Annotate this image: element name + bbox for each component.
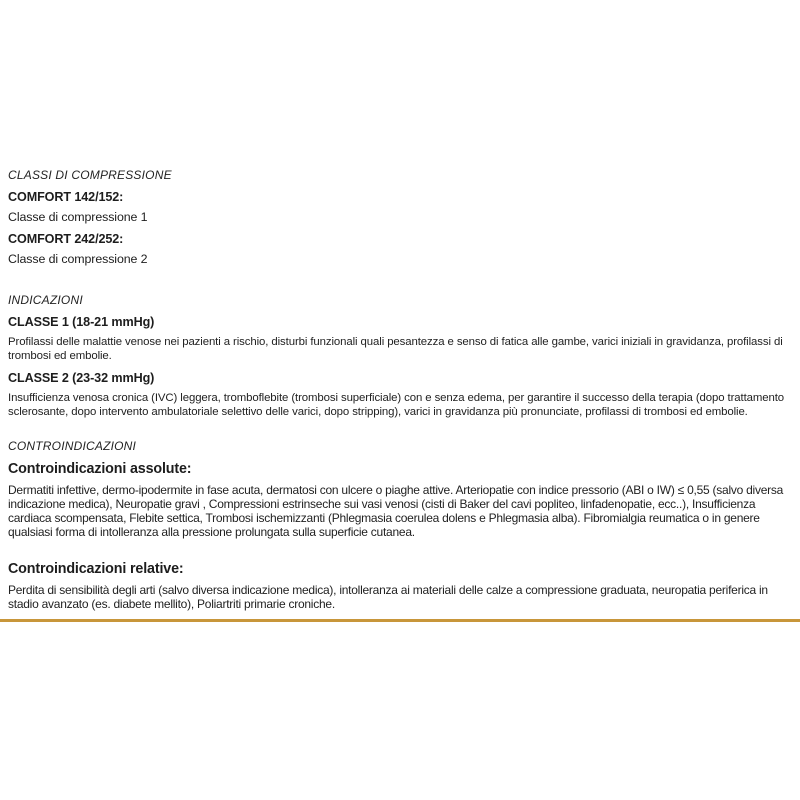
paragraph-controindicazioni-relative: Perdita di sensibilità degli arti (salvo diversa indicazione medica), intolleranza ai materiali delle calze a compressione graduata, neuropatia periferica in stadio avanzato (es. diabete mellito), Poliartriti primarie croniche. bbox=[8, 583, 768, 611]
heading-classe-1: CLASSE 1 (18-21 mmHg) bbox=[8, 315, 155, 329]
heading-comfort-142-152: COMFORT 142/152: bbox=[8, 190, 124, 204]
heading-classe-2: CLASSE 2 (23-32 mmHg) bbox=[8, 371, 155, 385]
heading-controindicazioni-relative: Controindicazioni relative: bbox=[8, 561, 184, 577]
gold-section-divider bbox=[0, 619, 800, 622]
section-label-controindicazioni: CONTROINDICAZIONI bbox=[8, 439, 137, 453]
section-label-classi-di-compressione: CLASSI DI COMPRESSIONE bbox=[8, 168, 172, 182]
section-classi-di-compressione bbox=[8, 168, 792, 266]
heading-comfort-242-252: COMFORT 242/252: bbox=[8, 232, 124, 246]
text-classe-compressione-1: Classe di compressione 1 bbox=[8, 210, 148, 224]
paragraph-classe-2: Insufficienza venosa cronica (IVC) leggera, tromboflebite (trombosi superficiale) con e senza edema, per garantire il successo della terapia (dopo trattamento sclerosante, dopo intervento ambulatoriale selettivo delle varici, dopo stripping), varici in gravidanza più pronunciate, profilassi di trombosi ed embolie. bbox=[8, 392, 785, 418]
paragraph-classe-1: Profilassi delle malattie venose nei pazienti a rischio, disturbi funzionali quali pesantezza e senso di fatica alle gambe, varici iniziali in gravidanza, profilassi di trombosi ed embolie. bbox=[8, 336, 783, 362]
text-classe-compressione-2: Classe di compressione 2 bbox=[8, 252, 148, 266]
section-indicazioni bbox=[8, 293, 792, 419]
section-controindicazioni bbox=[8, 439, 792, 611]
heading-controindicazioni-assolute: Controindicazioni assolute: bbox=[8, 461, 192, 477]
paragraph-controindicazioni-assolute: Dermatiti infettive, dermo-ipodermite in fase acuta, dermatosi con ulcere o piaghe attive. Arteriopatie con indice pressorio (ABI o IW) ≤ 0,55 (salvo diversa indicazione medica), Neuropatie gravi , Compressioni estrinseche sui vasi venosi (cisti di Baker del cavi popliteo, linfadenopatie, ecc..), Insufficienza cardiaca scompensata, Flebite settica, Trombosi ischemizzanti (Phlegmasia coerulea dolens e Phlegmasia alba). Fibromialgia reumatica o in genere qualsiasi forma di intolleranza alla pressione prolungata sulla superficie cutanea. bbox=[8, 483, 784, 539]
section-label-indicazioni: INDICAZIONI bbox=[8, 293, 83, 307]
